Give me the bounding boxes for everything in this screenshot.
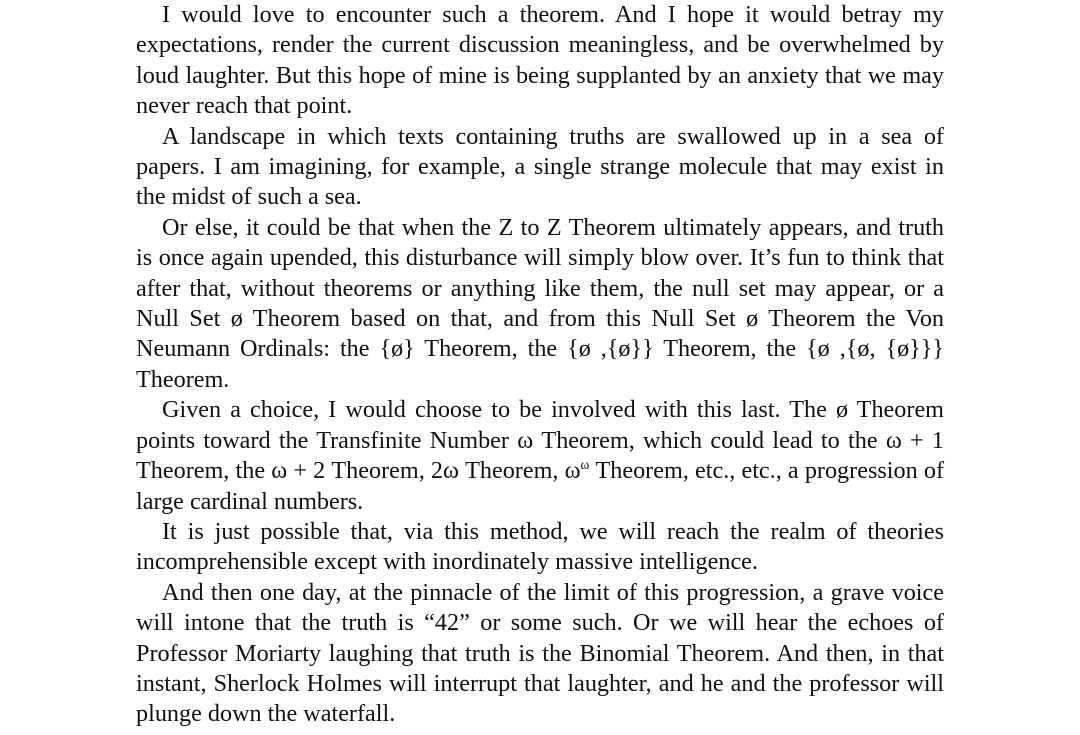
paragraph-transfinite-text: Given a choice, I would choose to be involved with this last. The ø Theorem points toward the Transfinite Number ω Theorem, which could lead to the ω + 1 Theorem, the ω + 2 Theorem, 2ω Theorem, ω: [136, 396, 944, 485]
paragraph-theorem-hope: I would love to encounter such a theorem. And I hope it would betray my expectations, render the current discussion meaningless, and be overwhelmed by loud laughter. But this hope of mine is being supplanted by an anxiety that we may never reach that point.: [136, 1, 944, 120]
paragraph-transfinite: [136, 395, 944, 517]
document-body: [136, 0, 944, 730]
paragraph-transfinite-text-end: Theorem, etc., etc., a progression of large cardinal numbers.: [136, 457, 944, 515]
paragraph-waterfall: And then one day, at the pinnacle of the limit of this progression, a grave voice will intone that the truth is “42” or some such. Or we will hear the echoes of Professor Moriarty laughing that truth is the Binomial Theorem. And then, in that instant, Sherlock Holmes will interrupt that laughter, and he and the professor will plunge down the waterfall.: [136, 578, 944, 728]
paragraph-null-set: Or else, it could be that when the Z to Z Theorem ultimately appears, and truth is once again upended, this disturbance will simply blow over. It’s fun to think that after that, without theorems or anything like them, the null set may appear, or a Null Set ø Theorem based on that, and from this Null Set ø Theorem the Von Neumann Ordinals: the {ø} Theorem, the {ø ,{ø}} Theorem, the {ø ,{ø, {ø}}} Theorem.: [136, 213, 944, 393]
paragraph-massive-intelligence: It is just possible that, via this method, we will reach the realm of theories incomprehensible except with inordinately massive intelligence.: [136, 517, 944, 576]
paragraph-sea-of-papers: A landscape in which texts containing truths are swallowed up in a sea of papers. I am imagining, for example, a single strange molecule that may exist in the midst of such a sea.: [136, 122, 944, 211]
omega-superscript: ω: [580, 457, 590, 473]
